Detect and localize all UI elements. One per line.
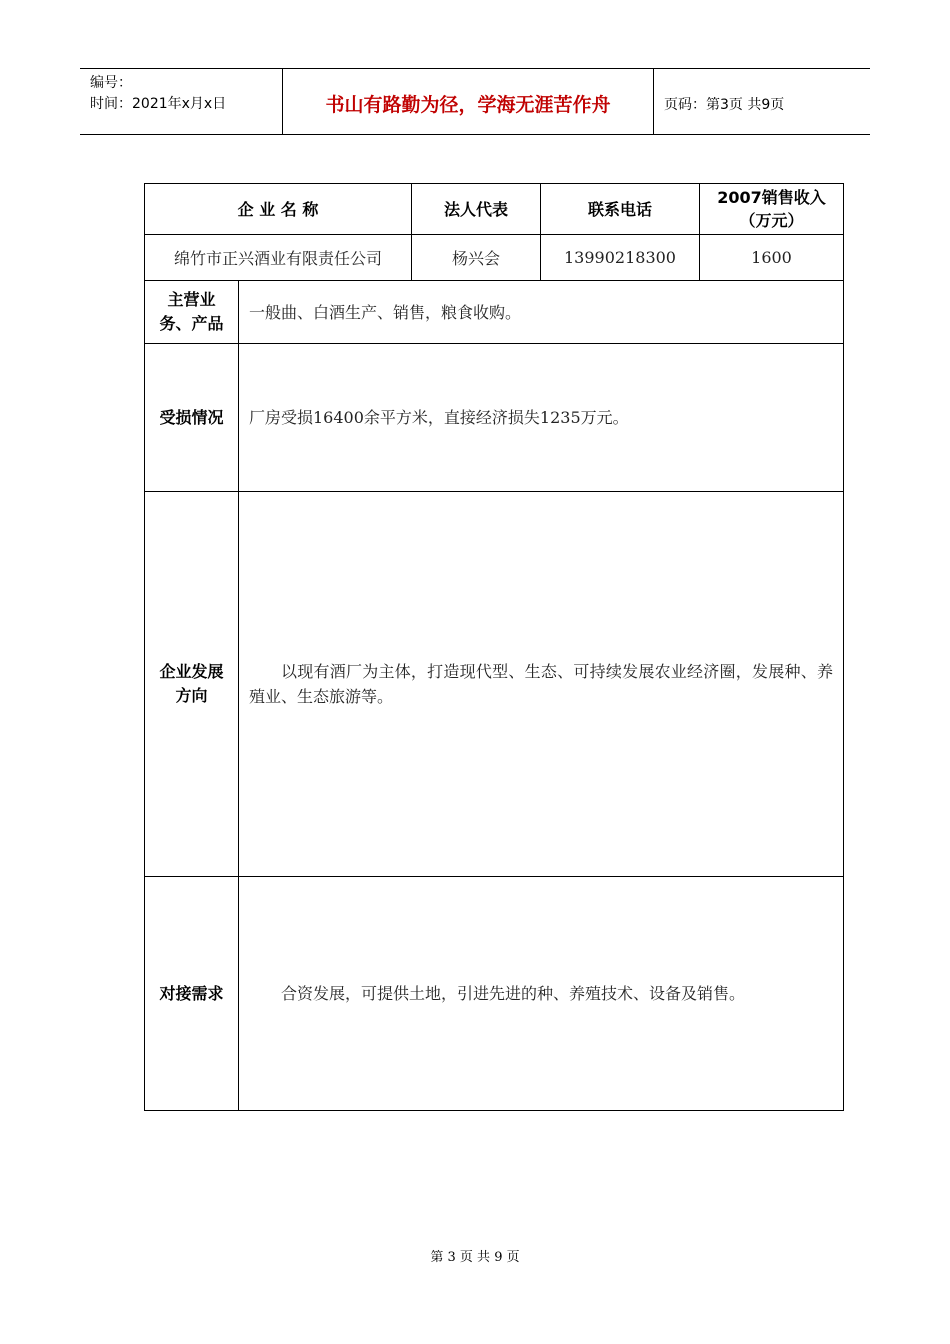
company-name: 绵竹市正兴酒业有限责任公司 [145,235,412,281]
business-text: 一般曲、白酒生产、销售，粮食收购。 [239,281,844,344]
damage-row [145,344,844,492]
damage-label: 受损情况 [145,344,239,492]
page-header [80,68,870,135]
col-sales-header [700,184,844,235]
header-motto: 书山有路勤为径，学海无涯苦作舟 [282,69,654,134]
company-row [145,235,844,281]
direction-row [145,492,844,877]
number-label: 编号： [90,75,132,91]
needs-label: 对接需求 [145,877,239,1111]
col-phone-header: 联系电话 [541,184,700,235]
time-label: 时间：2021年x月x日 [90,96,227,112]
legal-rep: 杨兴会 [412,235,541,281]
direction-text: 以现有酒厂为主体，打造现代型、生态、可持续发展农业经济圈，发展种、养殖业、生态旅游等。 [239,492,844,877]
damage-text: 厂房受损16400余平方米，直接经济损失1235万元。 [239,344,844,492]
page-footer: 第 3 页 共 9 页 [430,1250,520,1265]
col-legal-rep-header: 法人代表 [412,184,541,235]
sales-value: 1600 [700,235,844,281]
phone-number: 13990218300 [541,235,700,281]
direction-label-line1: 企业发展 [159,662,224,681]
business-row [145,281,844,344]
needs-row [145,877,844,1111]
header-page-code: 页码：第3页 共9页 [664,96,785,113]
col-company-header: 企 业 名 称 [145,184,412,235]
col-sales-header-line2: （万元） [739,211,804,230]
col-sales-header-line1: 2007销售收入 [717,188,826,207]
enterprise-info-table [144,183,844,1111]
business-label-line1: 主营业 [167,290,216,309]
direction-label [145,492,239,877]
header-row [145,184,844,235]
direction-label-line2: 方向 [175,686,208,705]
needs-text: 合资发展，可提供土地，引进先进的种、养殖技术、设备及销售。 [239,877,844,1111]
business-label-line2: 务、产品 [159,314,224,333]
business-label [145,281,239,344]
header-meta [80,69,282,134]
